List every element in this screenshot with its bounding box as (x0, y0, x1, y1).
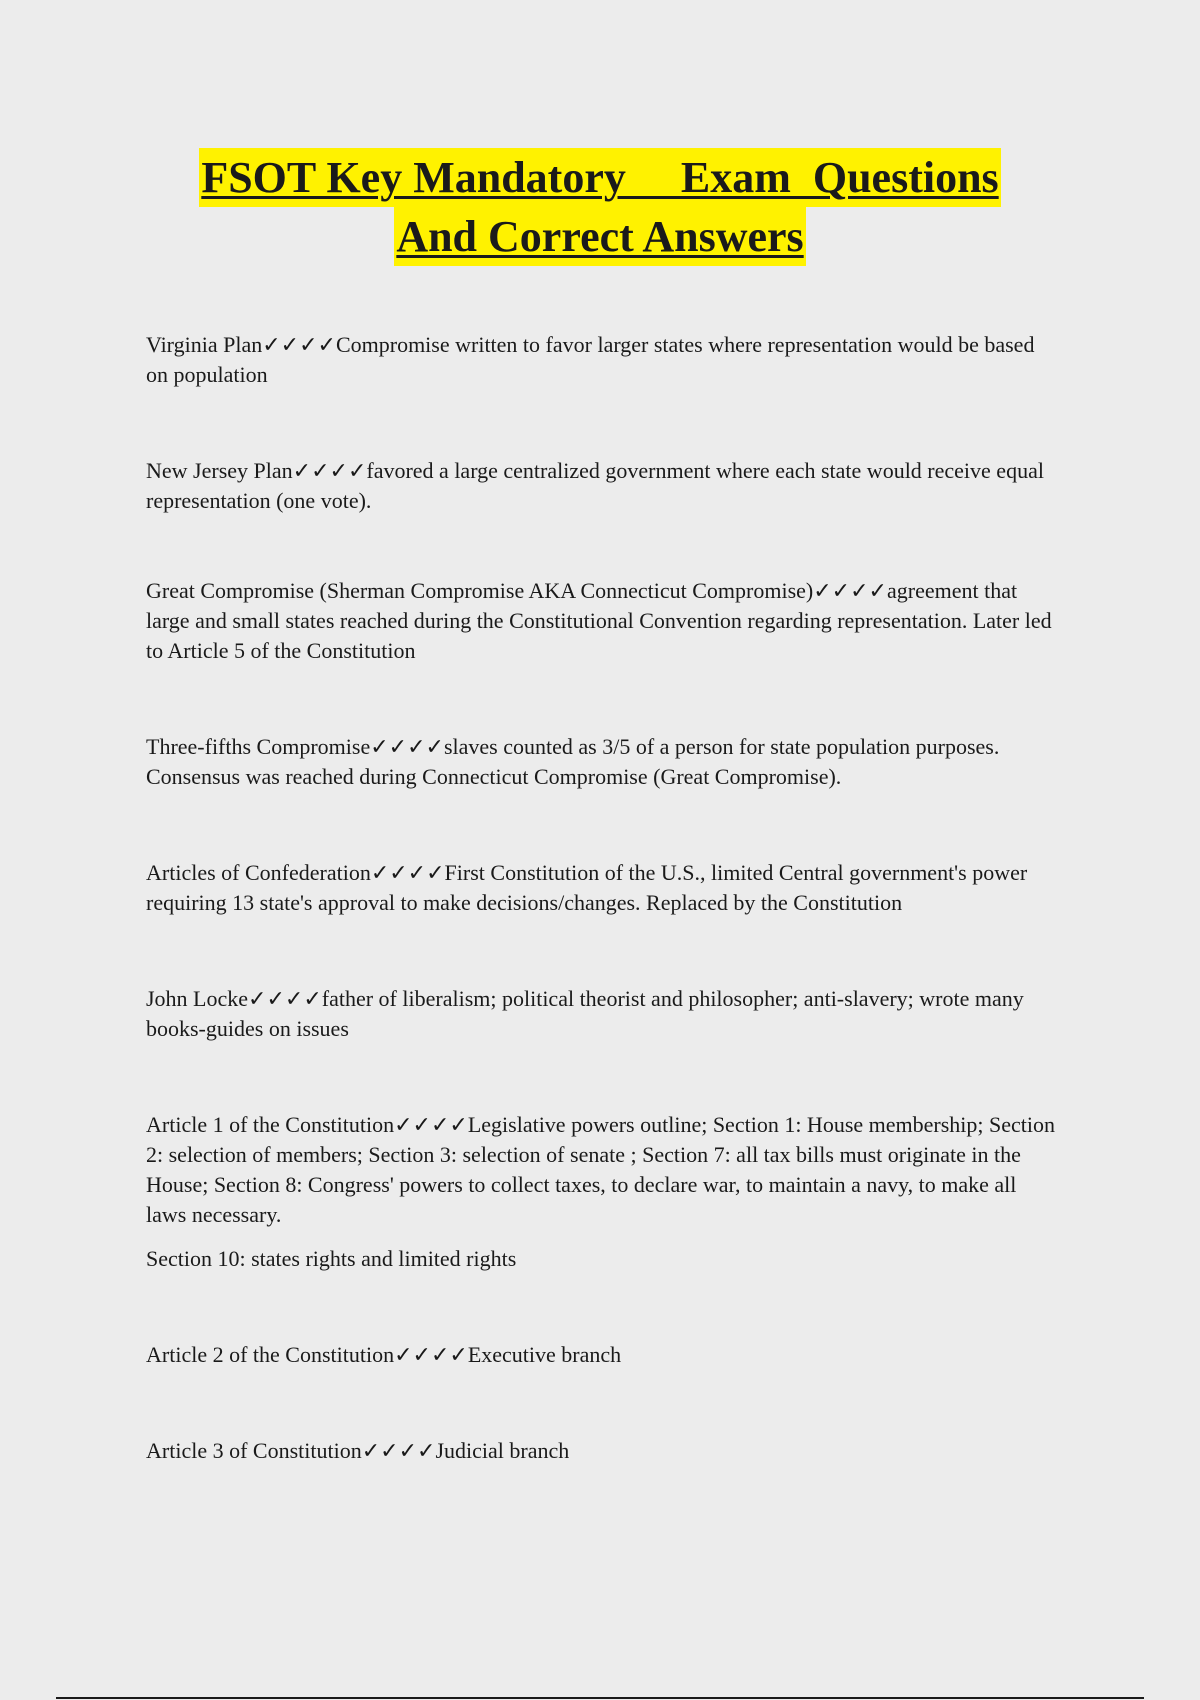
entry-answer: Compromise written to favor larger states where representation would be based on population (146, 332, 1035, 387)
check-marks-icon: ✓✓✓✓ (248, 986, 322, 1011)
check-marks-icon: ✓✓✓✓ (292, 458, 367, 483)
entry-answer: Judicial branch (435, 1438, 570, 1463)
entry-answer: father of liberalism; political theorist and philosopher; anti-slavery; wrote many books-guides on issues (146, 986, 1024, 1041)
check-marks-icon: ✓✓✓✓ (361, 1438, 436, 1463)
check-marks-icon: ✓✓✓✓ (813, 578, 887, 603)
entry-term: New Jersey Plan (146, 458, 293, 483)
qa-entry (146, 1340, 1056, 1370)
entry-answer: agreement that large and small states reached during the Constitutional Convention regarding representation. Later led to Article 5 of the Constitution (146, 578, 1052, 663)
entry-answer: favored a large centralized government where each state would receive equal representation (one vote). (146, 458, 1044, 513)
check-marks-icon: ✓✓✓✓ (394, 1112, 468, 1137)
entry-answer: Executive branch (467, 1342, 622, 1367)
qa-list (146, 330, 1056, 1466)
entry-term: Virginia Plan (146, 332, 263, 357)
check-marks-icon: ✓✓✓✓ (370, 734, 444, 759)
entry-term: Articles of Confederation (146, 860, 371, 885)
entry-term: Article 1 of the Constitution (146, 1112, 395, 1137)
entry-extra-note: Section 10: states rights and limited rights (146, 1246, 517, 1271)
entry-answer: Legislative powers outline; Section 1: House membership; Section 2: selection of members; Section 3: selection of senate ; Section 7: all tax bills must originate in the House; Section 8: Congress' powers to collect taxes, to declare war, to maintain a navy, to make all laws necessary. (146, 1112, 1055, 1227)
entry-term: Great Compromise (Sherman Compromise AKA Connecticut Compromise) (146, 578, 814, 603)
title-line-1: FSOT Key Mandatory Exam Questions (199, 148, 1000, 207)
entry-term: Three-fifths Compromise (146, 734, 371, 759)
check-marks-icon: ✓✓✓✓ (370, 860, 445, 885)
qa-entry (146, 576, 1056, 666)
entry-term: John Locke (146, 986, 249, 1011)
document-title (0, 148, 1200, 266)
qa-entry (146, 1436, 1056, 1466)
page-divider (56, 1697, 1144, 1699)
qa-entry (146, 984, 1056, 1044)
entry-term: Article 2 of the Constitution (146, 1342, 395, 1367)
qa-entry (146, 732, 1056, 792)
qa-entry (146, 858, 1056, 918)
check-marks-icon: ✓✓✓✓ (394, 1342, 468, 1367)
entry-term: Article 3 of Constitution (146, 1438, 362, 1463)
qa-entry (146, 1110, 1056, 1274)
check-marks-icon: ✓✓✓✓ (262, 332, 336, 357)
qa-entry (146, 330, 1056, 390)
entry-answer: slaves counted as 3/5 of a person for state population purposes. Consensus was reached during Connecticut Compromise (Great Compromise). (146, 734, 1000, 789)
qa-entry (146, 456, 1056, 516)
entry-answer: First Constitution of the U.S., limited Central government's power requiring 13 state's approval to make decisions/changes. Replaced by the Constitution (146, 860, 1028, 915)
title-line-2: And Correct Answers (394, 207, 805, 266)
